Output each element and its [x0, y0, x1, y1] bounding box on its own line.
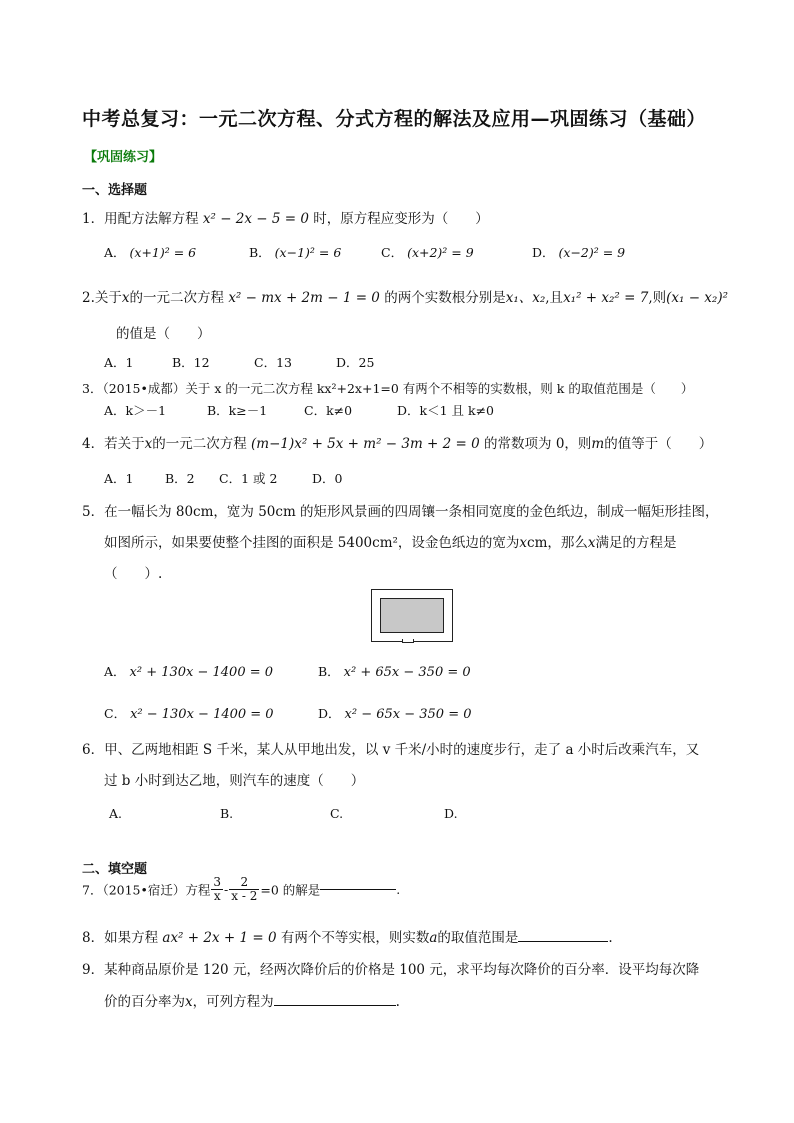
q2-line2: 的值是（ ）: [116, 326, 211, 342]
q4-option-b: B．2: [165, 471, 195, 486]
q1-text: 1．用配方法解方程: [82, 211, 199, 227]
q6-option-d: D.: [444, 806, 458, 821]
q6-option-a: A.: [109, 806, 123, 821]
question-1: [82, 207, 489, 227]
q4-equation: (m−1)x² + 5x + m² − 3m + 2 = 0: [251, 436, 480, 452]
question-4: 4．若关于x的一元二次方程 (m−1)x² + 5x + m² − 3m + 2 = 0 的常数项为 0，则m的值等于（ ）: [82, 436, 713, 452]
q6-option-b: B.: [220, 806, 234, 821]
question-2: 2.关于x的一元二次方程 x² − mx + 2m − 1 = 0 的两个实数根分别是x₁、x₂,且x₁² + x₂² = 7,则(x₁ − x₂)²: [82, 290, 729, 306]
q5-option-a: A． x² + 130x − 1400 = 0: [104, 664, 274, 680]
q5-option-c: C． x² − 130x − 1400 = 0: [104, 706, 274, 722]
framed-picture-figure: [371, 589, 453, 642]
question-5-line1: 5．在一幅长为 80cm，宽为 50cm 的矩形风景画的四周镶一条相同宽度的金色纸边，制成一幅矩形挂图，: [82, 504, 719, 520]
q7-fraction-1: $\frac{3}{x}$: [213, 875, 222, 903]
q2-option-c: C．13: [254, 355, 292, 370]
q8-answer-blank[interactable]: [518, 941, 608, 942]
q2-option-a: A．1: [104, 355, 134, 370]
q5-option-b: B． x² + 65x − 350 = 0: [318, 664, 471, 680]
q1-option-d: D． (x−2)² = 9: [532, 245, 626, 260]
section-tag: 【巩固练习】: [84, 150, 163, 165]
q2-equation: x² − mx + 2m − 1 = 0: [228, 290, 380, 306]
section-fill-heading: 二、填空题: [82, 862, 148, 877]
q3-option-b: B．k≥－1: [207, 403, 268, 418]
question-6-line1: 6．甲、乙两地相距 S 千米，某人从甲地出发，以 v 千米/小时的速度步行，走了 a 小时后改乘汽车，又: [82, 742, 700, 758]
q7-fraction-2: $\frac{2}{x - 2}$: [231, 875, 258, 903]
q4-option-a: A．1: [104, 471, 134, 486]
q1-option-b: B． (x−1)² = 6: [249, 245, 342, 260]
frame-hanger-notch: [402, 639, 414, 643]
q3-option-d: D．k＜1 且 k≠0: [397, 403, 494, 418]
q1-option-a: A． (x+1)² = 6: [104, 245, 197, 260]
q8-equation: ax² + 2x + 1 = 0: [162, 930, 277, 946]
page-title: 中考总复习：一元二次方程、分式方程的解法及应用—巩固练习（基础）: [82, 108, 707, 130]
q3-option-a: A．k＞－1: [104, 403, 167, 418]
q1-option-c: C． (x+2)² = 9: [381, 245, 474, 260]
picture-inner-rectangle: [380, 598, 444, 633]
question-5-line2: 如图所示，如果要使整个挂图的面积是 5400cm²，设金色纸边的宽为xcm，那么x满足的方程是: [104, 535, 677, 551]
question-3: 3．（2015•成都）关于 x 的一元二次方程 kx²+2x+1=0 有两个不相等的实数根，则 k 的取值范围是（ ）: [82, 381, 694, 396]
question-8: 8．如果方程 ax² + 2x + 1 = 0 有两个不等实根，则实数a的取值范围是 .: [82, 930, 613, 946]
q5-option-d: D． x² − 65x − 350 = 0: [318, 706, 472, 722]
question-9-line2: 价的百分率为x，可列方程为 .: [104, 994, 400, 1010]
q4-option-d: D．0: [312, 471, 343, 486]
question-9-line1: 9．某种商品原价是 120 元，经两次降价后的价格是 100 元，求平均每次降价的百分率．设平均每次降: [82, 962, 700, 978]
section-choice-heading: 一、选择题: [82, 183, 148, 198]
q3-option-c: C．k≠0: [304, 403, 353, 418]
question-6-line2: 过 b 小时到达乙地，则汽车的速度（ ）: [104, 773, 365, 789]
q1-tail: 时，原方程应变形为（ ）: [313, 211, 489, 227]
q2-option-b: B．12: [172, 355, 210, 370]
q4-option-c: C．1 或 2: [219, 471, 278, 486]
question-7: 7．（2015•宿迁）方程 $\frac{3}{x}$ - $\frac{2}{x - 2}$ =0 的解是 .: [82, 875, 401, 903]
q1-equation: x² − 2x − 5 = 0: [202, 211, 309, 227]
q6-option-c: C.: [330, 806, 344, 821]
q9-answer-blank[interactable]: [274, 1005, 396, 1006]
question-5-line3: （ ）.: [104, 566, 163, 582]
q7-answer-blank[interactable]: [320, 889, 396, 890]
q2-option-d: D．25: [336, 355, 375, 370]
